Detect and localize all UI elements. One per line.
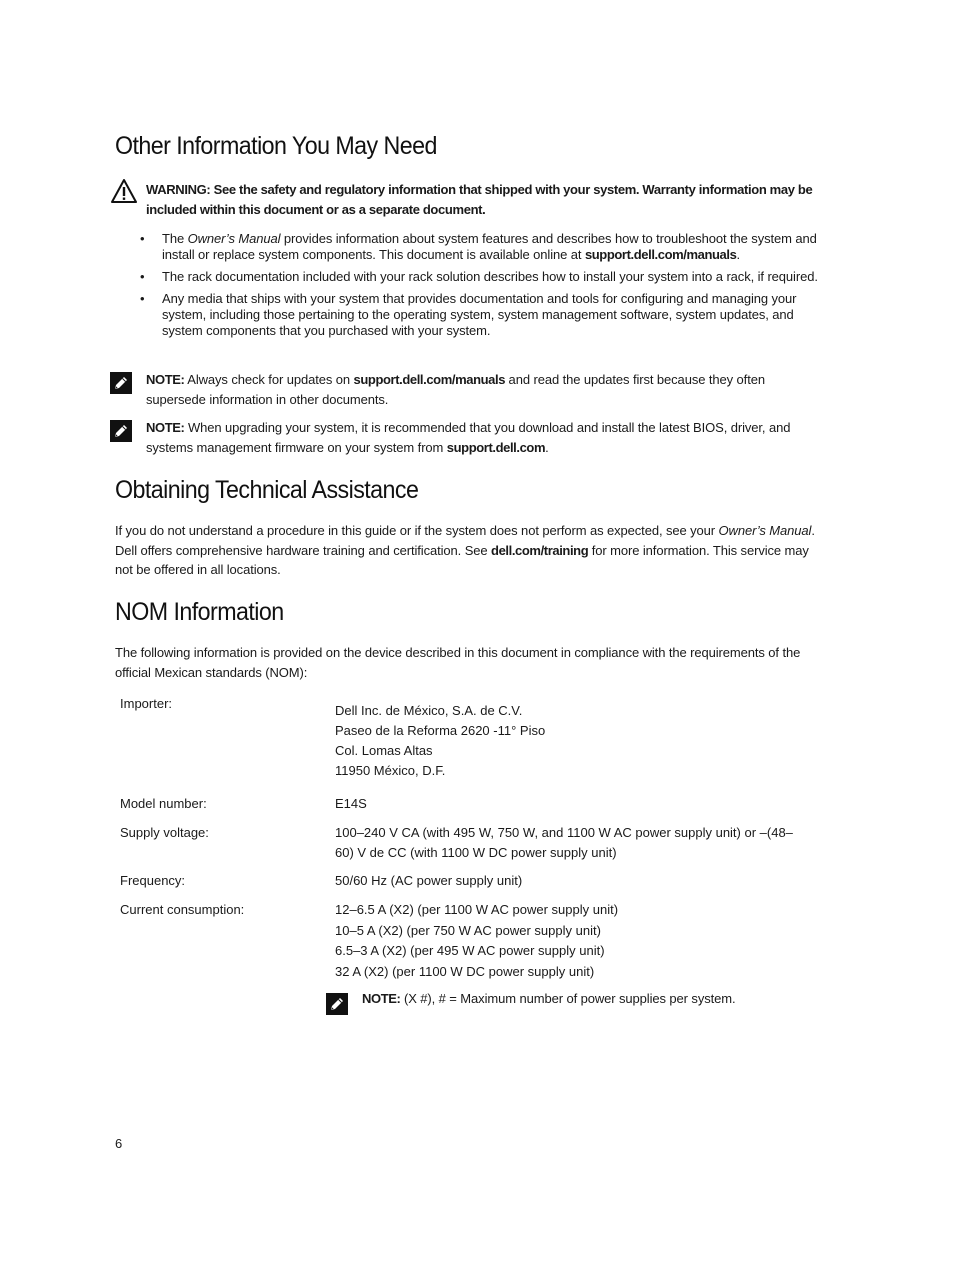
nom-value-current-consumption: 12–6.5 A (X2) (per 1100 W AC power supply unit) 10–5 A (X2) (per 750 W AC power supply unit) 6.5–3 A (X2) (per 495 W AC power supply unit) 32 A (X2) (per 1100 W DC power supply unit) — [335, 902, 619, 980]
list-item: • The rack documentation included with your rack solution describes how to install your system into a rack, if required. — [140, 269, 820, 285]
note-upgrading: NOTE: When upgrading your system, it is recommended that you download and install the latest BIOS, driver, and systems management firmware on your system from support.dell.com. — [146, 420, 791, 455]
section-title-other-information: Other Information You May Need — [115, 132, 437, 160]
nom-value-importer: Dell Inc. de México, S.A. de C.V. Paseo de la Reforma 2620 -11° Piso Col. Lomas Altas 11950 México, D.F. — [335, 703, 546, 778]
page-number: 6 — [115, 1136, 123, 1151]
list-item: • Any media that ships with your system that provides documentation and tools for configuring and managing your system, including those pertaining to the operating system, system management software, system updates, and system components that you purchased with your system. — [140, 291, 820, 339]
nom-label-frequency: Frequency: — [120, 873, 186, 888]
support-manuals-link[interactable]: support.dell.com/manuals — [584, 247, 737, 262]
warning-text: WARNING: See the safety and regulatory information that shipped with your system. Warranty information may be included within this document or as a separate document. — [146, 182, 813, 217]
nom-intro-paragraph: The following information is provided on the device described in this document in compliance with the requirements of the official Mexican standards (NOM): — [115, 645, 801, 680]
nom-label-supply-voltage: Supply voltage: — [120, 825, 209, 840]
support-dell-link[interactable]: support.dell.com — [446, 440, 546, 455]
technical-assistance-paragraph: If you do not understand a procedure in this guide or if the system does not perform as expected, see your Owner’s Manual. Dell offers comprehensive hardware training and certification. See dell.com/training for more information. This service may not be offered in all locations. — [115, 523, 815, 577]
note-check-updates: NOTE: Always check for updates on support.dell.com/manuals and read the updates first because they often supersede information in other documents. — [146, 372, 765, 407]
warning-icon — [110, 178, 138, 204]
dell-training-link[interactable]: dell.com/training — [491, 542, 589, 558]
note-power-supplies: NOTE: (X #), # = Maximum number of power supplies per system. — [362, 991, 736, 1006]
nom-label-current-consumption: Current consumption: — [120, 902, 245, 917]
note-pencil-icon — [110, 372, 132, 394]
section-title-nom-information: NOM Information — [115, 598, 284, 626]
note-label: NOTE: — [146, 420, 185, 435]
nom-value-frequency: 50/60 Hz (AC power supply unit) — [335, 873, 523, 888]
list-item: • The Owner’s Manual provides information about system features and describes how to troubleshoot the system and install or replace system components. This document is available online at support.dell.com/manuals. — [140, 231, 820, 263]
section-title-technical-assistance: Obtaining Technical Assistance — [115, 476, 419, 504]
warning-label: WARNING: — [146, 182, 211, 197]
support-manuals-link[interactable]: support.dell.com/manuals — [353, 372, 506, 387]
nom-value-supply-voltage: 100–240 V CA (with 495 W, 750 W, and 1100 W AC power supply unit) or –(48–60) V de CC (with 1100 W DC power supply unit) — [335, 825, 793, 860]
documentation-list — [140, 231, 820, 345]
note-pencil-icon — [110, 420, 132, 442]
nom-label-model-number: Model number: — [120, 796, 207, 811]
nom-value-model-number: E14S — [335, 796, 367, 811]
note-pencil-icon — [326, 993, 348, 1015]
nom-label-importer: Importer: — [120, 696, 173, 711]
note-label: NOTE: — [362, 991, 401, 1006]
note-label: NOTE: — [146, 372, 185, 387]
